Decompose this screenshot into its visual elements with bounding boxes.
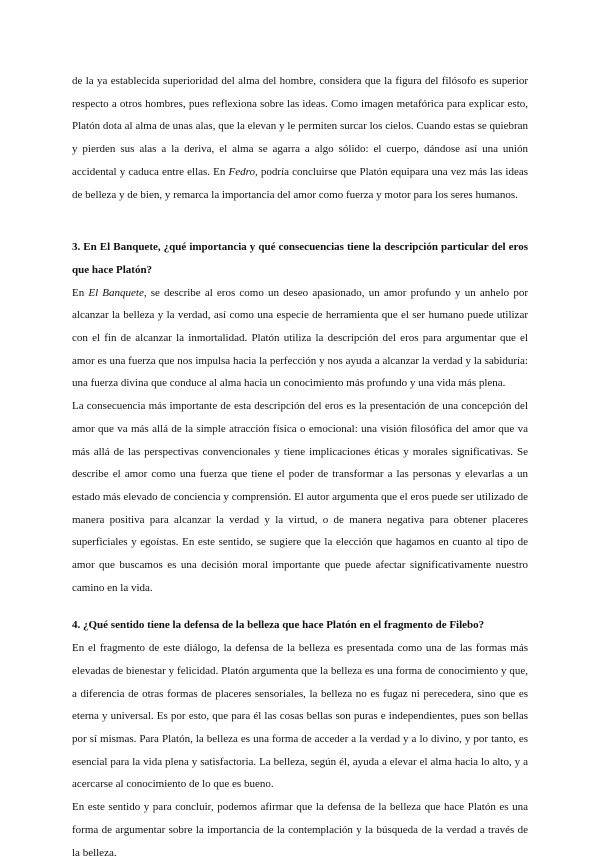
section4-paragraph-2: En este sentido y para concluir, podemos afirmar que la defensa de la belleza que hace Platón es una forma de argumentar sobre la importancia de la contemplación y la búsqueda de la verdad a través de la belleza. bbox=[72, 801, 528, 859]
section3-question: 3. En El Banquete, ¿qué importancia y qué consecuencias tiene la descripción particular del eros que hace Platón? bbox=[72, 241, 528, 276]
intro-italic-work: Fedro bbox=[228, 165, 256, 178]
section4-question: 4. ¿Qué sentido tiene la defensa de la belleza que hace Platón en el fragmento de Filebo? bbox=[72, 619, 485, 632]
intro-text: de la ya establecida superioridad del alma del hombre, considera que la figura del filósofo es superior respecto a otros hombres, pues reflexiona sobre las ideas. Como imagen metafórica para explicar esto, Platón dota al alma de unas alas, que la elevan y le permiten surcar los cielos. Cuando estas se quiebran y pierden sus alas a la deriva, el alma se agarra a algo sólido: el cuerpo, dándose así una unión accidental y caduca entre ellas. En bbox=[72, 75, 528, 178]
section3-p1-italic: El Banquete bbox=[88, 286, 144, 299]
section4-paragraph-1: En el fragmento de este diálogo, la defensa de la belleza es presentada como una de las formas más elevadas de bienestar y felicidad. Platón argumenta que la belleza es una forma de conocimiento y que, a diferencia de otras formas de placeres sensoriales, la belleza no es fugaz ni perecedera, sino que es eterna y universal. Es por esto, que para él las cosas bellas son puras e independientes, pues son bellas por sí mismas. Para Platón, la belleza es una forma de acceder a la verdad y a lo divino, y por tanto, es esencial para la vida plena y satisfactoria. La belleza, según él, ayuda a elevar el alma hacia lo alto, y a acercarse al conocimiento de lo que es bueno. bbox=[72, 642, 528, 791]
section3-paragraph-1 bbox=[72, 282, 528, 396]
section-gap bbox=[72, 599, 528, 614]
section3-p1-start: En bbox=[72, 286, 89, 299]
section-gap bbox=[72, 221, 528, 236]
document-page bbox=[72, 70, 528, 864]
intro-text-end: , podría concluirse que Platón equipara una vez más las ideas de belleza y de bien, y remarca la importancia del amor como fuerza y motor para los seres humanos. bbox=[72, 165, 528, 201]
section3-p1-rest: , se describe al eros como un deseo apasionado, un amor profundo y un anhelo por alcanzar la belleza y la verdad, así como una especie de herramienta que el ser humano puede utilizar con el fin de alcanzar la inmortalidad. Platón utiliza la descripción del eros para argumentar que el amor es una fuerza que nos impulsa hacia la perfección y nos ayuda a alcanzar la verdad y la sabiduría: una fuerza divina que conduce al alma hacia un conocimiento más profundo y una vida más plena. bbox=[72, 286, 528, 390]
section3-paragraph-2: La consecuencia más importante de esta descripción del eros es la presentación de una concepción del amor que va más allá de la simple atracción física o emocional: una visión filosófica del amor que va más allá de las perspectivas convencionales y tiene implicaciones éticas y morales significativas. Se describe el amor como una fuerza que tiene el poder de transformar a las personas y elevarlas a un estado más elevado de conciencia y comprensión. El autor argumenta que el eros puede ser utilizado de manera positiva para alcanzar la verdad y la virtud, o de manera negativa para obtener placeres superficiales y egoístas. En este sentido, se sugiere que la elección que hagamos en cuanto al tipo de amor que buscamos es una decisión moral importante que puede afectar significativamente nuestro camino en la vida. bbox=[72, 400, 528, 594]
intro-paragraph bbox=[72, 70, 528, 206]
